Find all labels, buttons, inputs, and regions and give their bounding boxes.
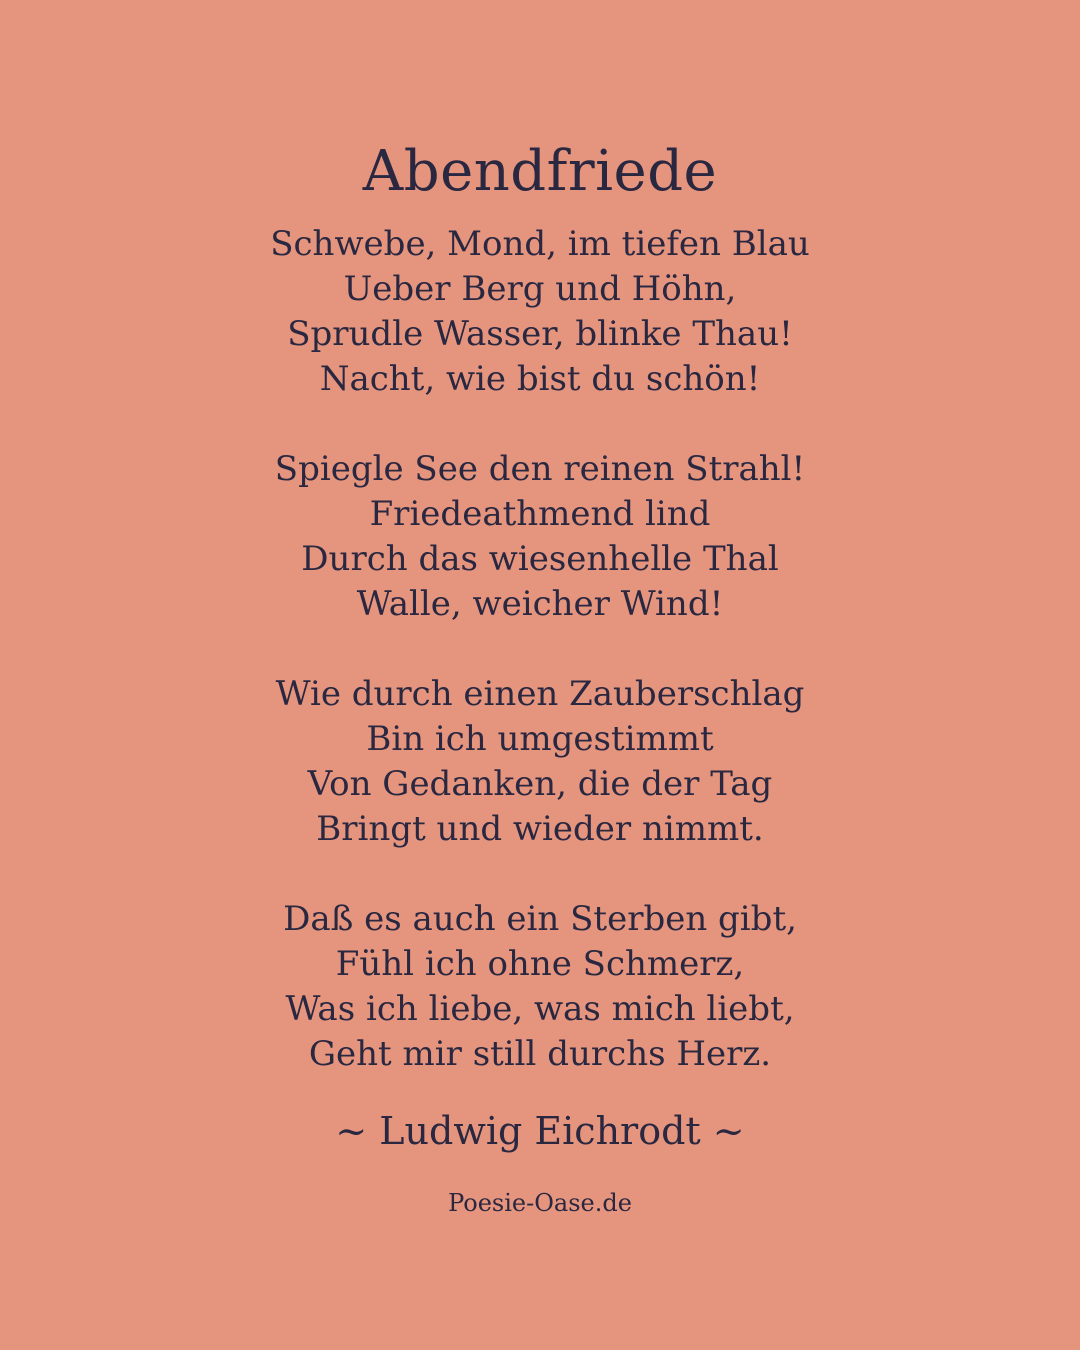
poem-line: Von Gedanken, die der Tag — [307, 764, 773, 804]
poem-line: Spiegle See den reinen Strahl! — [274, 449, 806, 489]
poem-line: Fühl ich ohne Schmerz, — [335, 944, 745, 984]
stanza-3 — [0, 672, 1080, 852]
site-credit: Poesie-Oase.de — [448, 1189, 632, 1217]
stanza-2 — [0, 447, 1080, 627]
poem-line: Was ich liebe, was mich liebt, — [285, 989, 795, 1029]
poem-line: Schwebe, Mond, im tiefen Blau — [270, 224, 810, 264]
poem-line: Geht mir still durchs Herz. — [308, 1034, 772, 1074]
poem-line: Bin ich umgestimmt — [366, 719, 714, 759]
poem-line: Nacht, wie bist du schön! — [319, 359, 761, 399]
poem-line: Wie durch einen Zauberschlag — [275, 674, 805, 714]
stanza-4 — [0, 897, 1080, 1077]
poem-line: Ueber Berg und Höhn, — [343, 269, 737, 309]
poem-author: ~ Ludwig Eichrodt ~ — [335, 1109, 745, 1153]
poem-line: Walle, weicher Wind! — [356, 584, 724, 624]
poem-line: Bringt und wieder nimmt. — [316, 809, 764, 849]
poem-line: Friedeathmend lind — [369, 494, 711, 534]
poem-body — [0, 222, 1080, 1077]
poem-line: Durch das wiesenhelle Thal — [301, 539, 779, 579]
poem-title: Abendfriede — [362, 139, 718, 204]
stanza-1 — [0, 222, 1080, 402]
poem-line: Daß es auch ein Sterben gibt, — [283, 899, 797, 939]
poem-line: Sprudle Wasser, blinke Thau! — [287, 314, 793, 354]
